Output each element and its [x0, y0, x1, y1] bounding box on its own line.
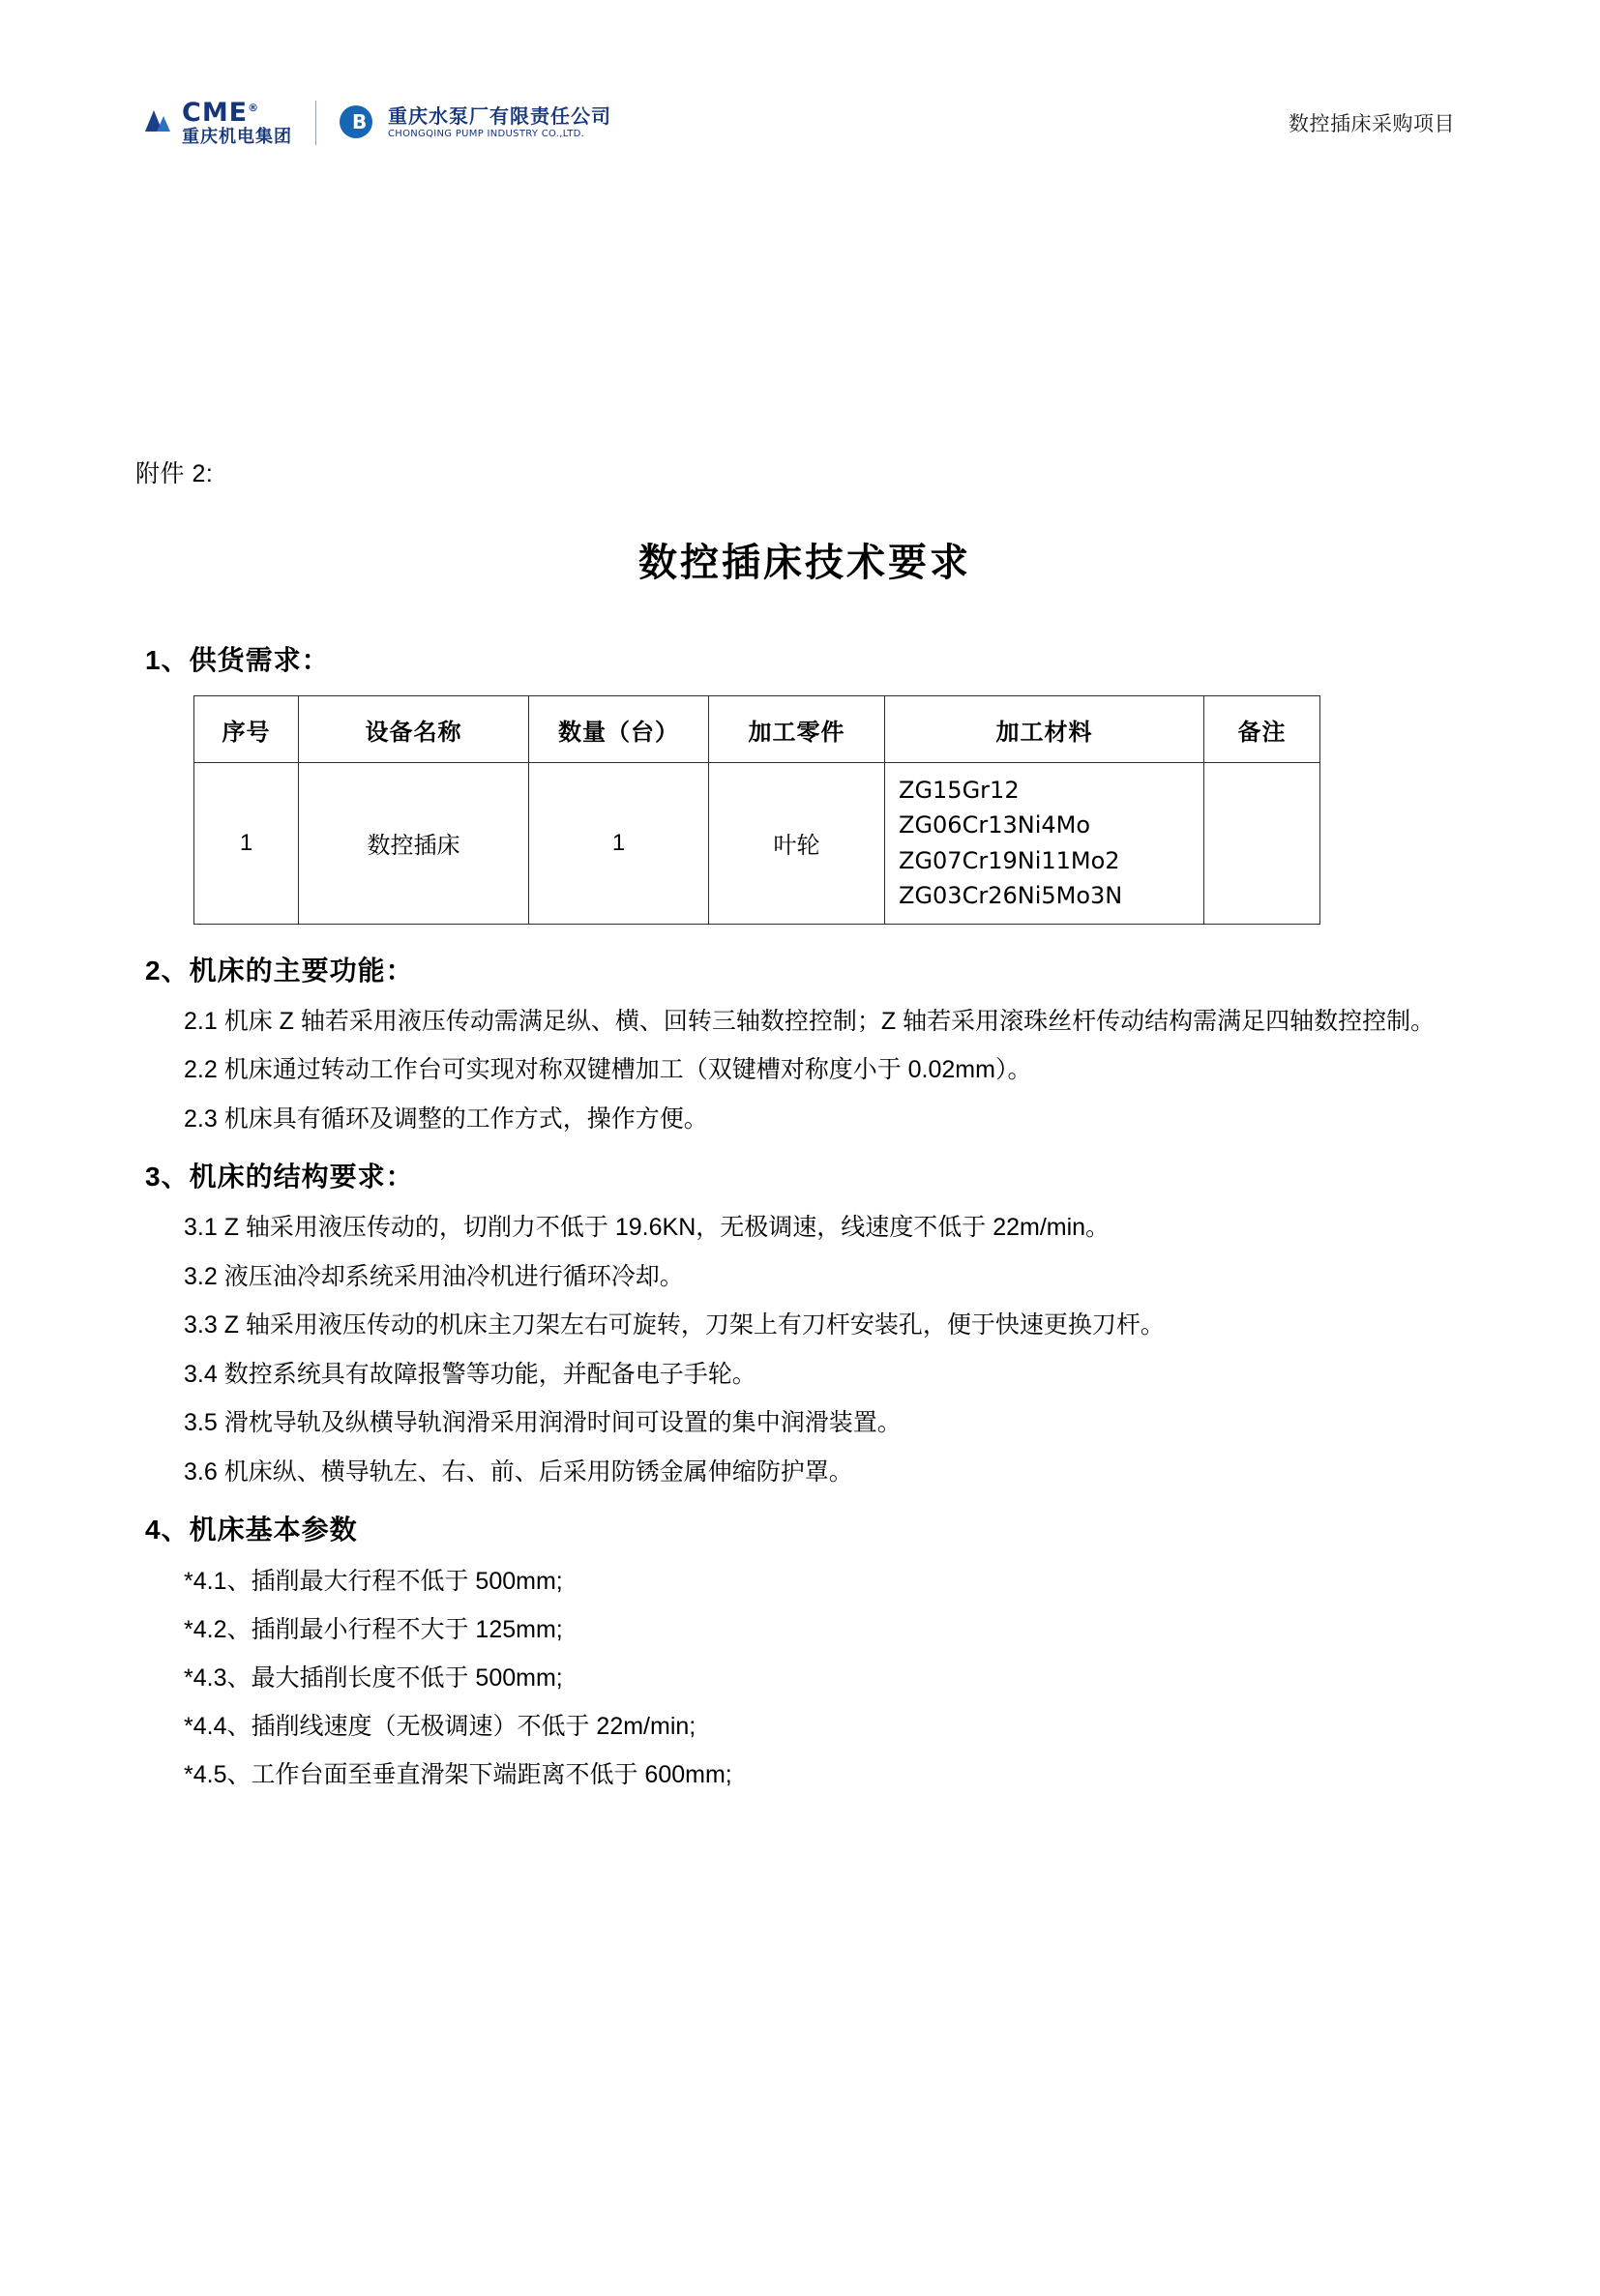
cme-logo	[145, 100, 292, 145]
paragraph-2-1: 2.1 机床 Z 轴若采用液压传动需满足纵、横、回转三轴数控控制；Z 轴若采用滚珠丝杆传动结构需满足四轴数控控制。	[184, 1007, 1436, 1035]
paragraph-3-3: 3.3 Z 轴采用液压传动的机床主刀架左右可旋转，刀架上有刀杆安装孔，便于快速更换刀杆。	[184, 1311, 1165, 1339]
cme-mark-icon	[145, 106, 174, 139]
paragraph-3-6: 3.6 机床纵、横导轨左、右、前、后采用防锈金属伸缩防护罩。	[184, 1457, 853, 1486]
material-line: ZG03Cr26Ni5Mo3N	[899, 882, 1123, 910]
parameter-4-3: *4.3、最大插削长度不低于 500mm;	[184, 1664, 563, 1693]
section-heading-1: 1、供货需求：	[145, 645, 330, 675]
parameter-4-5: *4.5、工作台面至垂直滑架下端距离不低于 600mm;	[184, 1761, 732, 1789]
table-header-row	[194, 696, 1320, 763]
logo-divider	[315, 101, 316, 145]
table-header-cell: 数量（台）	[529, 696, 709, 763]
parameter-4-4: *4.4、插削线速度（无极调速）不低于 22m/min;	[184, 1713, 696, 1741]
table-header-cell: 设备名称	[299, 696, 529, 763]
parameter-4-1: *4.1、插削最大行程不低于 500mm;	[184, 1568, 563, 1596]
material-line: ZG15Gr12	[899, 777, 1020, 804]
table-header-cell: 加工零件	[709, 696, 885, 763]
parameter-4-2: *4.2、插削最小行程不大于 125mm;	[184, 1616, 563, 1644]
paragraph-2-2: 2.2 机床通过转动工作台可实现对称双键槽加工（双键槽对称度小于 0.02mm）。	[184, 1056, 1032, 1084]
pump-mark-icon: B	[340, 103, 378, 142]
document-body	[135, 455, 1474, 1803]
cell-quantity: 1	[529, 763, 709, 925]
section-heading-2: 2、机床的主要功能：	[145, 955, 414, 986]
paragraph-3-5: 3.5 滑枕导轨及纵横导轨润滑采用润滑时间可设置的集中润滑装置。	[184, 1409, 902, 1437]
material-line: ZG06Cr13Ni4Mo	[899, 811, 1091, 839]
attachment-label: 附件 2:	[135, 460, 214, 487]
page-title: 数控插床技术要求	[638, 542, 971, 584]
cme-logo-en: CME®	[182, 98, 260, 129]
cell-no: 1	[194, 763, 299, 925]
cme-logo-cn: 重庆机电集团	[182, 126, 292, 146]
cell-materials	[885, 763, 1204, 925]
material-line: ZG07Cr19Ni11Mo2	[899, 846, 1120, 874]
supply-requirements-table	[193, 695, 1320, 925]
section-heading-4: 4、机床基本参数	[145, 1515, 358, 1545]
pump-logo-cn: 重庆水泵厂有限责任公司	[388, 105, 611, 128]
paragraph-3-1: 3.1 Z 轴采用液压传动的，切削力不低于 19.6KN，无极调速，线速度不低于 22m/min。	[184, 1214, 1111, 1242]
cell-equipment-name: 数控插床	[299, 763, 529, 925]
cell-note	[1204, 763, 1320, 925]
table-row	[194, 763, 1320, 925]
paragraph-3-4: 3.4 数控系统具有故障报警等功能，并配备电子手轮。	[184, 1360, 756, 1388]
table-header-cell: 序号	[194, 696, 299, 763]
cell-part: 叶轮	[709, 763, 885, 925]
table-header-cell: 加工材料	[885, 696, 1204, 763]
page-header	[145, 85, 1455, 161]
section-heading-3: 3、机床的结构要求：	[145, 1162, 414, 1192]
pump-logo	[340, 103, 611, 142]
paragraph-3-2: 3.2 液压油冷却系统采用油冷机进行循环冷却。	[184, 1262, 684, 1290]
pump-logo-en: CHONGQING PUMP INDUSTRY CO.,LTD.	[388, 128, 585, 139]
header-project-title: 数控插床采购项目	[1289, 113, 1455, 135]
table-header-cell: 备注	[1204, 696, 1320, 763]
company-logos	[145, 100, 611, 145]
paragraph-2-3: 2.3 机床具有循环及调整的工作方式，操作方便。	[184, 1104, 708, 1133]
